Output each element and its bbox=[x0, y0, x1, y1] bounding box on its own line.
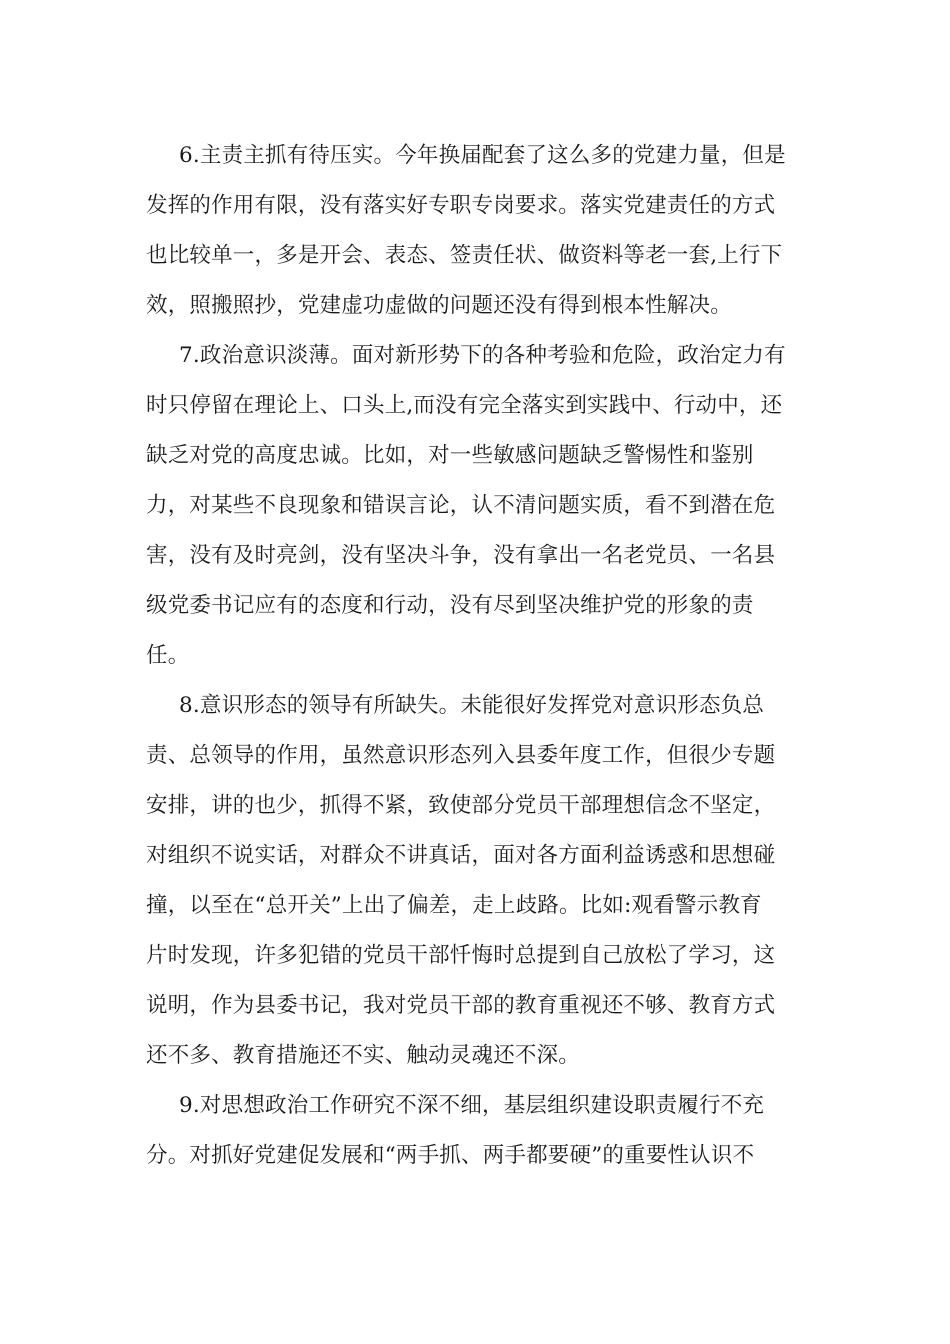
text-line: 级党委书记应有的态度和行动，没有尽到坚决维护党的形象的责 bbox=[146, 593, 754, 618]
text-line: 责、总领导的作用，虽然意识形态列入县委年度工作，但很少专题 bbox=[146, 743, 776, 768]
paragraph-9 bbox=[146, 1081, 806, 1181]
text-line: 9.对思想政治工作研究不深不细，基层组织建设职责履行不充 bbox=[179, 1093, 765, 1118]
text-line: 7.政治意识淡薄。面对新形势下的各种考验和危险，政治定力有 bbox=[179, 343, 786, 368]
text-line: 片时发现，许多犯错的党员干部忏悔时总提到自己放松了学习，这 bbox=[146, 943, 776, 968]
document-body bbox=[146, 131, 806, 1181]
text-line: 发挥的作用有限，没有落实好专职专岗要求。落实党建责任的方式 bbox=[146, 193, 776, 218]
text-line: 对组织不说实话，对群众不讲真话，面对各方面利益诱惑和思想碰 bbox=[146, 843, 776, 868]
text-line: 说明，作为县委书记，我对党员干部的教育重视还不够、教育方式 bbox=[146, 993, 776, 1018]
text-line: 8.意识形态的领导有所缺失。未能很好发挥党对意识形态负总 bbox=[179, 693, 765, 718]
text-line: 时只停留在理论上、口头上,而没有完全落实到实践中、行动中，还 bbox=[146, 393, 783, 418]
text-line: 害，没有及时亮剑，没有坚决斗争，没有拿出一名老党员、一名县 bbox=[146, 543, 776, 568]
text-line: 效，照搬照抄，党建虚功虚做的问题还没有得到根本性解决。 bbox=[146, 293, 732, 318]
text-line: 6.主责主抓有待压实。今年换届配套了这么多的党建力量，但是 bbox=[179, 143, 786, 168]
paragraph-6 bbox=[146, 131, 806, 331]
text-line: 安排，讲的也少，抓得不紧，致使部分党员干部理想信念不坚定， bbox=[146, 793, 776, 818]
text-line: 还不多、教育措施还不实、触动灵魂还不深。 bbox=[146, 1043, 581, 1068]
text-line: 力，对某些不良现象和错误言论，认不清问题实质，看不到潜在危 bbox=[146, 493, 776, 518]
text-line: 分。对抓好党建促发展和“两手抓、两手都要硬”的重要性认识不 bbox=[146, 1143, 755, 1168]
paragraph-8 bbox=[146, 681, 806, 1081]
text-line: 任。 bbox=[146, 643, 190, 668]
text-line: 撞，以至在“总开关”上出了偏差，走上歧路。比如:观看警示教育 bbox=[146, 893, 762, 918]
text-line: 缺乏对党的高度忠诚。比如，对一些敏感问题缺乏警惕性和鉴别 bbox=[146, 443, 754, 468]
text-line: 也比较单一，多是开会、表态、签责任状、做资料等老一套,上行下 bbox=[146, 243, 783, 268]
paragraph-7 bbox=[146, 331, 806, 681]
